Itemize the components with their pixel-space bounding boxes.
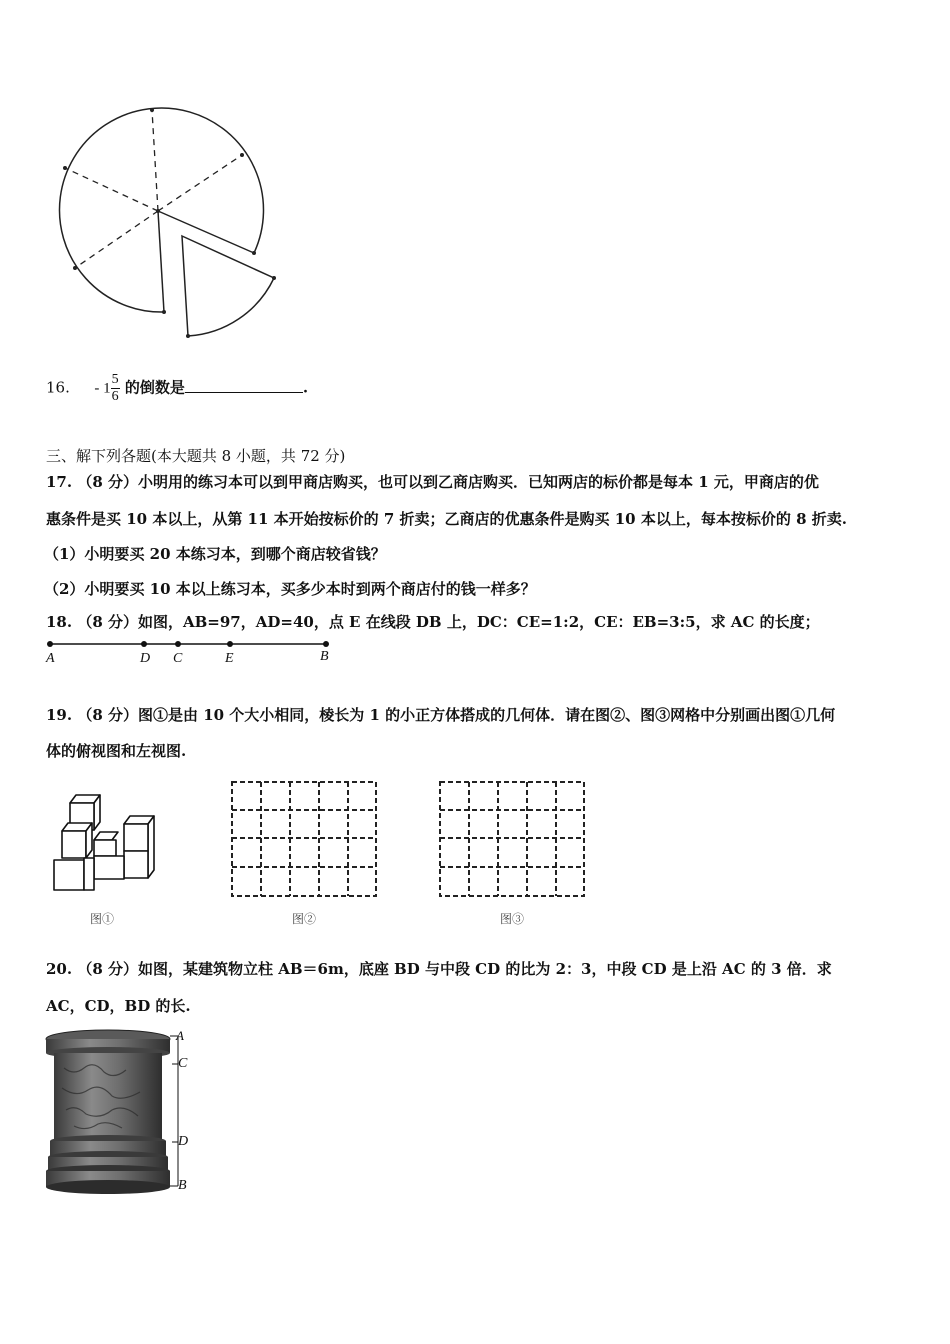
q16-fraction	[111, 372, 120, 405]
pillar-label-B: B	[178, 1178, 187, 1193]
dashed-radius	[158, 155, 242, 211]
cube-stack-figure	[48, 790, 160, 894]
dashed-radius	[152, 110, 158, 211]
q19-line2: 体的俯视图和左视图.	[46, 742, 187, 760]
separated-sector	[182, 236, 274, 336]
label-E: E	[225, 651, 234, 666]
q16-text: 的倒数是	[124, 378, 185, 397]
section-3-title: 三、解下列各题(本大题共 8 小题，共 72 分)	[46, 447, 346, 465]
q17-sub2: （2）小明要买 10 本以上练习本，买多少本时到两个商店付的钱一样多？	[44, 580, 536, 598]
point-E	[227, 641, 233, 647]
label-C: C	[173, 651, 183, 666]
q20-line2: AC，CD，BD 的长.	[46, 997, 191, 1015]
q16-numerator: 5	[111, 372, 119, 387]
caption-fig3: 图③	[500, 912, 525, 926]
q16-denominator: 6	[111, 389, 119, 404]
caption-fig2: 图②	[292, 912, 317, 926]
grid-figure-2[interactable]	[230, 780, 378, 898]
point-B	[323, 641, 329, 647]
dashed-radius	[75, 211, 158, 268]
point-C	[175, 641, 181, 647]
point-A	[47, 641, 53, 647]
q20-line1: 20. （8 分）如图，某建筑物立柱 AB＝6m，底座 BD 与中段 CD 的比为 2：3，中段 CD 是上沿 AC 的 3 倍．求	[46, 960, 832, 978]
label-B: B	[320, 649, 329, 664]
q17-line2: 惠条件是买 10 本以上，从第 11 本开始按标价的 7 折卖；乙商店的优惠条件是购买 10 本以上，每本按标价的 8 折卖.	[46, 510, 847, 528]
pillar-label-C: C	[178, 1056, 188, 1071]
label-D: D	[140, 651, 151, 666]
q17-sub1: （1）小明要买 20 本练习本，到哪个商店较省钱？	[44, 545, 386, 563]
q17-line1: 17. （8 分）小明用的练习本可以到甲商店购买，也可以到乙商店购买．已知两店的标价都是每本 1 元，甲商店的优	[46, 473, 819, 491]
q16-mixed-whole: - 1	[94, 380, 111, 397]
dashed-radius	[65, 168, 158, 211]
q18-line1: 18. （8 分）如图，AB=97，AD=40，点 E 在线段 DB 上，DC：CE=1:2，CE：EB=3:5，求 AC 的长度；	[46, 613, 820, 631]
point-D	[141, 641, 147, 647]
caption-fig1: 图①	[90, 912, 115, 926]
cut-line-1	[158, 211, 164, 312]
pillar-image	[44, 1028, 204, 1200]
segment-figure	[40, 634, 340, 670]
q19-line1: 19. （8 分）图①是由 10 个大小相同，棱长为 1 的小正方体搭成的几何体．请在图②、图③网格中分别画出图①几何	[46, 706, 836, 724]
q16-number: 16.	[46, 378, 70, 397]
question-16	[46, 372, 308, 405]
pillar-label-D: D	[178, 1134, 189, 1149]
q16-end: .	[302, 378, 309, 397]
pillar-label-A: A	[176, 1028, 184, 1043]
label-A: A	[46, 651, 55, 666]
grid-figure-3[interactable]	[438, 780, 586, 898]
circle-sector-figure	[50, 100, 290, 350]
q16-answer-blank[interactable]	[185, 378, 303, 393]
